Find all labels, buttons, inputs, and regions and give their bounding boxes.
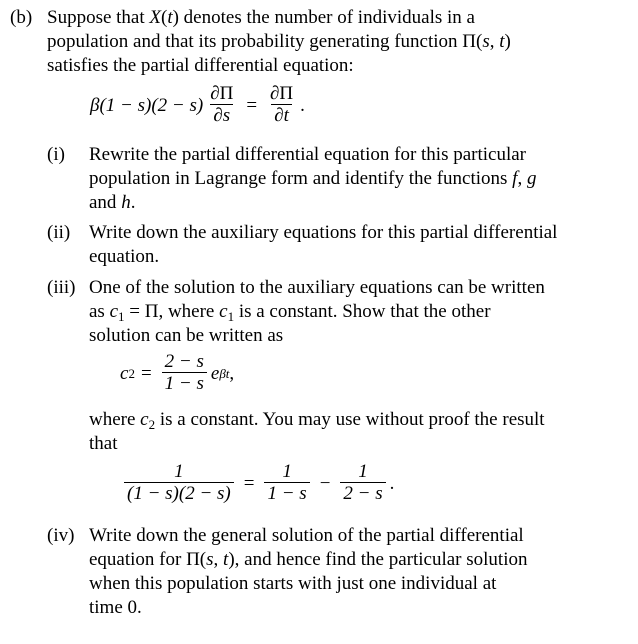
minus: − — [319, 472, 331, 494]
denominator: 2 − s — [340, 482, 385, 505]
text-line — [47, 31, 511, 53]
pde-equation — [90, 84, 305, 127]
text-line — [89, 433, 118, 455]
partial-fraction-equation — [120, 462, 394, 505]
text-line — [47, 7, 475, 29]
numerator: 1 — [174, 461, 184, 482]
text-segment: ) — [504, 31, 511, 52]
text-line — [89, 277, 545, 299]
text-segment: satisfies the partial differential equation: — [47, 55, 354, 76]
text-segment: f — [512, 168, 518, 189]
c2-equation — [120, 352, 234, 395]
numerator: ∂Π — [270, 83, 294, 104]
partial-t-fraction — [267, 84, 296, 127]
item-label: (iii) — [47, 277, 76, 298]
partial-s-fraction — [207, 84, 236, 127]
text-segment: c — [109, 301, 119, 322]
text-segment: c — [219, 301, 228, 322]
text-segment: s — [482, 31, 490, 52]
denominator: 1 − s — [162, 372, 207, 395]
text-segment: 1 — [118, 309, 125, 324]
text-segment: ( — [161, 7, 168, 28]
text-segment: , — [517, 168, 527, 189]
text-segment: Write down the auxiliary equations for this partial differential — [89, 222, 558, 243]
text-segment: equation. — [89, 246, 160, 267]
text-line — [89, 192, 135, 214]
period: . — [300, 94, 305, 116]
equals: = — [246, 94, 258, 116]
text-segment: 1 — [227, 309, 235, 324]
first-fraction — [264, 462, 309, 505]
text-segment: , — [213, 549, 224, 570]
pde-lhs-prefix: β(1 − s)(2 − s) — [90, 94, 204, 116]
text-line — [89, 246, 159, 268]
text-segment: that — [89, 433, 118, 454]
text-segment: and — [89, 192, 122, 213]
denominator: 1 − s — [264, 482, 309, 505]
second-fraction — [340, 462, 385, 505]
numerator: 1 — [358, 461, 368, 482]
text-segment: Write down the general solution of the partial differential — [89, 525, 524, 546]
text-segment: is a constant. You may use without proof the result — [155, 409, 545, 430]
c2-symbol: c — [120, 362, 129, 384]
lhs-fraction — [124, 462, 234, 505]
text-line — [89, 573, 496, 595]
text-line — [89, 325, 283, 347]
c2-fraction — [162, 352, 207, 395]
text-line — [89, 301, 491, 328]
text-segment: h — [121, 192, 131, 213]
part-label: (b) — [10, 7, 33, 28]
text-segment: . — [130, 192, 136, 213]
numerator: 2 − s — [164, 351, 204, 372]
equals: = — [243, 472, 255, 494]
text-segment: time 0. — [89, 597, 142, 618]
item-label: (iv) — [47, 525, 75, 546]
text-line — [89, 549, 527, 571]
text-line — [89, 597, 142, 619]
text-line — [89, 168, 536, 190]
text-segment: ), and hence find the particular solution — [228, 549, 528, 570]
text-segment: t — [499, 31, 505, 52]
text-segment: Rewrite the partial differential equation for this particular — [89, 144, 527, 165]
period: . — [389, 472, 395, 494]
text-line — [47, 55, 354, 77]
text-segment: ) denotes the number of individuals in a — [172, 7, 475, 28]
text-segment: Suppose that — [47, 7, 150, 28]
exponent: βt — [219, 365, 230, 381]
text-segment: g — [526, 168, 537, 189]
denominator: ∂t — [271, 104, 292, 127]
text-segment: solution can be written as — [89, 325, 284, 346]
denominator: ∂s — [210, 104, 233, 127]
exp-base: e — [210, 362, 220, 384]
equals: = — [140, 362, 152, 384]
text-segment: equation for Π( — [89, 549, 207, 570]
text-segment: t — [167, 7, 173, 28]
text-segment: is a constant. Show that the other — [234, 301, 491, 322]
text-segment: , — [489, 31, 500, 52]
denominator: (1 − s)(2 − s) — [124, 482, 234, 505]
text-segment: One of the solution to the auxiliary equations can be written — [89, 277, 545, 298]
text-line — [89, 525, 524, 547]
text-segment: population in Lagrange form and identify the functions — [89, 168, 513, 189]
numerator: 1 — [282, 461, 292, 482]
text-segment: = Π, where — [124, 301, 220, 322]
text-line — [89, 222, 557, 244]
text-segment: as — [89, 301, 110, 322]
text-segment: when this population starts with just one individual at — [89, 573, 497, 594]
text-segment: X — [149, 7, 161, 28]
text-segment: 2 — [148, 417, 156, 432]
text-segment: population and that its probability generating function Π( — [47, 31, 483, 52]
text-segment: c — [140, 409, 149, 430]
c2-subscript: 2 — [128, 365, 135, 381]
numerator: ∂Π — [210, 83, 234, 104]
item-label: (ii) — [47, 222, 71, 243]
comma: , — [229, 362, 235, 384]
text-line — [89, 144, 526, 166]
text-segment: s — [206, 549, 214, 570]
text-segment: t — [223, 549, 229, 570]
text-line — [89, 409, 545, 436]
item-label: (i) — [47, 144, 65, 165]
text-segment: where — [89, 409, 141, 430]
